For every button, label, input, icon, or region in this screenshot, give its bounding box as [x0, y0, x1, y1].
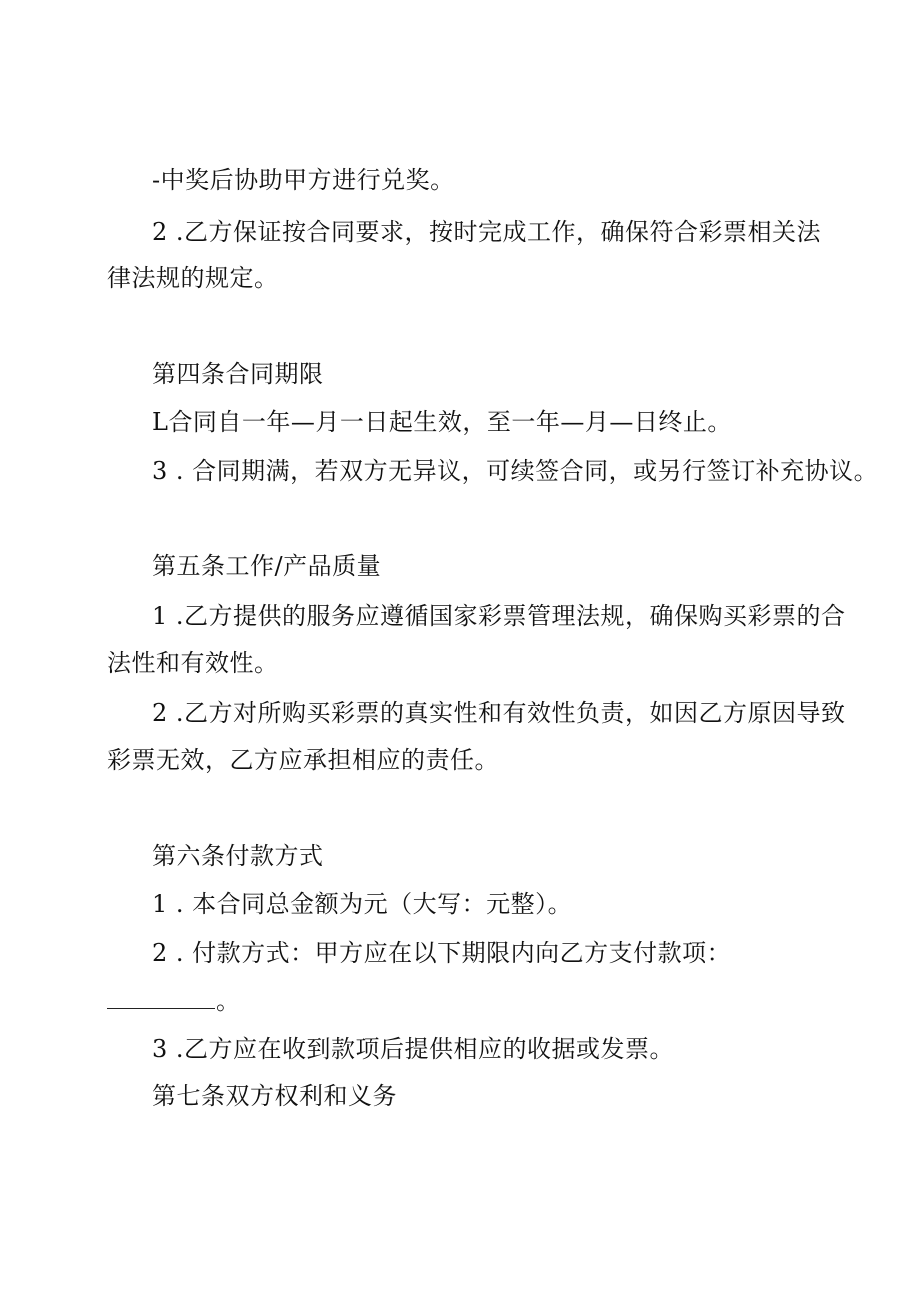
- clause-line: 法性和有效性。: [107, 649, 279, 677]
- clause-line: 2 .乙方对所购买彩票的真实性和有效性负责，如因乙方原因导致: [152, 699, 846, 727]
- section-heading: 第五条工作/产品质量: [152, 552, 382, 580]
- clause-line: -中奖后协助甲方进行兑奖。: [152, 166, 455, 194]
- clause-line: 1 . 本合同总金额为元（大写：元整）。: [152, 890, 573, 918]
- clause-line: 彩票无效，乙方应承担相应的责任。: [107, 746, 499, 774]
- clause-line: 2 .乙方保证按合同要求，按时完成工作，确保符合彩票相关法: [152, 218, 822, 246]
- clause-line: 3 . 合同期满，若双方无异议，可续签合同，或另行签订补充协议。: [152, 457, 879, 485]
- clause-line: L合同自一年—月一日起生效，至一年—月—日终止。: [152, 408, 732, 436]
- section-heading: 第七条双方权利和义务: [152, 1082, 397, 1110]
- clause-line: 3 .乙方应在收到款项后提供相应的收据或发票。: [152, 1035, 675, 1063]
- clause-line: 律法规的规定。: [107, 264, 279, 292]
- blank-fill-line: [107, 985, 241, 1017]
- section-heading: 第四条合同期限: [152, 360, 324, 388]
- clause-line: 1 .乙方提供的服务应遵循国家彩票管理法规，确保购买彩票的合: [152, 602, 846, 630]
- section-heading: 第六条付款方式: [152, 842, 324, 870]
- clause-line: 2 . 付款方式：甲方应在以下期限内向乙方支付款项：: [152, 939, 732, 967]
- blank-terminator: 。: [216, 987, 241, 1015]
- blank-underline: [107, 988, 215, 1009]
